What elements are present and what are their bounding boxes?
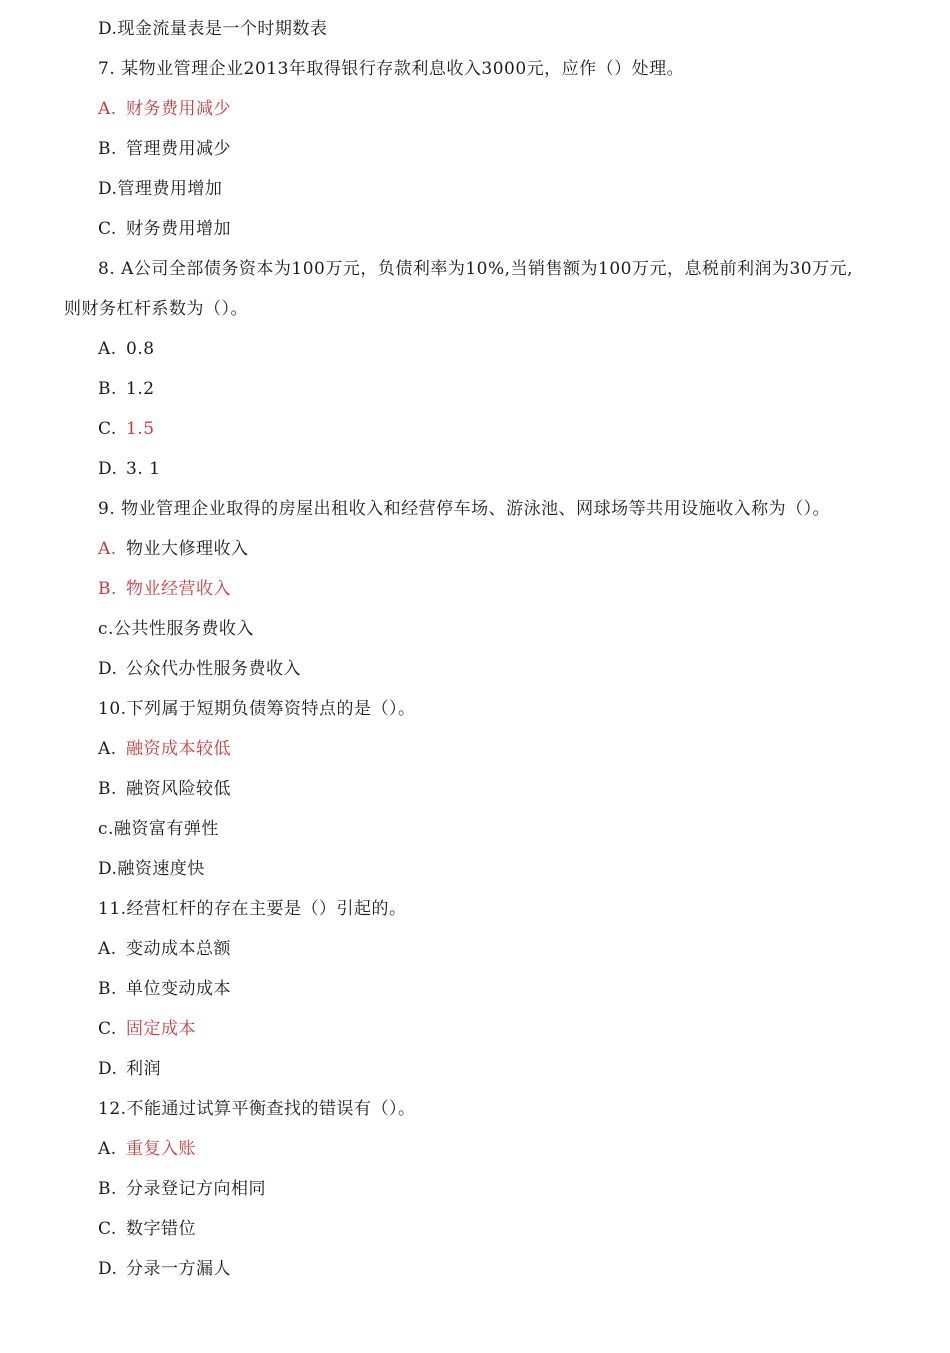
option-label: B. — [98, 979, 117, 999]
option-label: B. — [98, 379, 117, 399]
option-text: 单位变动成本 — [126, 979, 231, 999]
option-a — [98, 98, 231, 120]
option-text: 物业经营收入 — [126, 579, 231, 599]
option-text: D.管理费用增加 — [98, 179, 223, 199]
option-c — [98, 1018, 196, 1040]
question-text: 10.下列属于短期负债筹资特点的是（）。 — [98, 699, 416, 719]
option-b — [98, 378, 155, 400]
option-label: A. — [98, 739, 117, 759]
option-b — [98, 978, 231, 1000]
option-label: B. — [98, 1179, 117, 1199]
question-text: 8. A公司全部债务资本为100万元，负债利率为10%,当销售额为100万元，息税前利润为30万元, — [98, 259, 854, 279]
option-c — [98, 618, 254, 640]
option-text: 公众代办性服务费收入 — [126, 659, 301, 679]
option-text: 1.2 — [126, 379, 155, 399]
option-label: B. — [98, 139, 117, 159]
option-d — [98, 178, 222, 200]
option-c — [98, 1218, 196, 1240]
option-text: 变动成本总额 — [126, 939, 231, 959]
option-a — [98, 338, 155, 360]
option-text: 财务费用减少 — [126, 99, 231, 119]
option-label: D. — [98, 459, 118, 479]
option-c — [98, 418, 155, 440]
option-label: A. — [98, 99, 117, 119]
option-b — [98, 578, 231, 600]
question-10 — [98, 698, 416, 720]
option-text: 3. 1 — [126, 459, 161, 479]
option-label: B. — [98, 579, 117, 599]
question-8-continued — [64, 298, 248, 320]
line-text: D.现金流量表是一个时期数表 — [98, 19, 328, 39]
doc-line — [98, 18, 327, 40]
option-label: A. — [98, 339, 117, 359]
option-text: D.融资速度快 — [98, 859, 205, 879]
option-label: C. — [98, 419, 117, 439]
option-d — [98, 658, 301, 680]
option-b — [98, 1178, 266, 1200]
option-text: 1.5 — [126, 419, 155, 439]
option-c — [98, 218, 231, 240]
option-label: C. — [98, 219, 117, 239]
option-a — [98, 938, 231, 960]
option-label: C. — [98, 1219, 117, 1239]
option-text: 分录登记方向相同 — [126, 1179, 266, 1199]
option-label: A. — [98, 1139, 117, 1159]
option-label: A. — [98, 939, 117, 959]
question-11 — [98, 898, 407, 920]
option-text: 分录一方漏人 — [126, 1259, 231, 1279]
question-8 — [98, 258, 853, 280]
option-text: 重复入账 — [126, 1139, 196, 1159]
option-text: c.公共性服务费收入 — [98, 619, 254, 639]
option-a — [98, 738, 231, 760]
option-label: D. — [98, 1059, 118, 1079]
option-label: D. — [98, 659, 118, 679]
option-label: B. — [98, 779, 117, 799]
option-d — [98, 458, 160, 480]
question-7 — [98, 58, 684, 80]
option-label: A. — [98, 539, 117, 559]
option-a — [98, 1138, 196, 1160]
question-text: 则财务杠杆系数为（）。 — [64, 299, 248, 319]
option-a — [98, 538, 249, 560]
option-text: 0.8 — [126, 339, 155, 359]
option-text: 固定成本 — [126, 1019, 196, 1039]
option-text: 融资成本较低 — [126, 739, 231, 759]
option-text: 管理费用减少 — [126, 139, 231, 159]
option-text: 物业大修理收入 — [126, 539, 249, 559]
option-text: c.融资富有弹性 — [98, 819, 219, 839]
option-label: D. — [98, 1259, 118, 1279]
question-9 — [98, 498, 830, 520]
option-text: 数字错位 — [126, 1219, 196, 1239]
option-d — [98, 1258, 231, 1280]
option-text: 财务费用增加 — [126, 219, 231, 239]
option-d — [98, 1058, 161, 1080]
option-c — [98, 818, 219, 840]
option-b — [98, 138, 231, 160]
option-text: 融资风险较低 — [126, 779, 231, 799]
option-label: C. — [98, 1019, 117, 1039]
question-12 — [98, 1098, 416, 1120]
option-d — [98, 858, 205, 880]
question-text: 11.经营杠杆的存在主要是（）引起的。 — [98, 899, 407, 919]
option-b — [98, 778, 231, 800]
question-text: 12.不能通过试算平衡查找的错误有（）。 — [98, 1099, 416, 1119]
question-text: 9. 物业管理企业取得的房屋出租收入和经营停车场、游泳池、网球场等共用设施收入称为（）。 — [98, 499, 831, 519]
option-text: 利润 — [126, 1059, 161, 1079]
question-text: 7. 某物业管理企业2013年取得银行存款利息收入3000元，应作（）处理。 — [98, 59, 685, 79]
